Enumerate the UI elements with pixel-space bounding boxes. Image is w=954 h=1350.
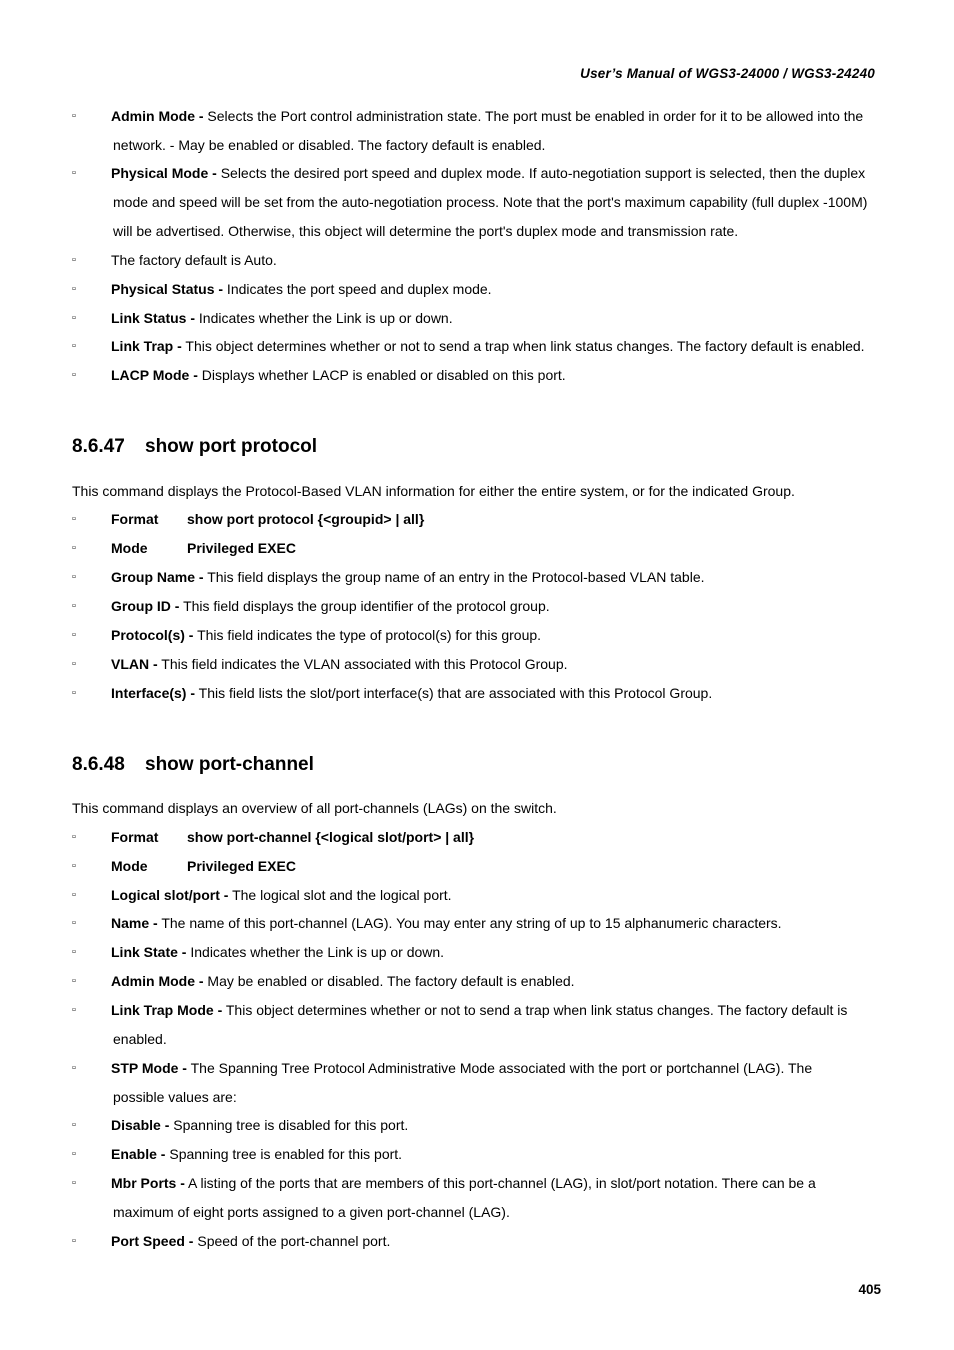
item-text: The factory default is Auto. [111,252,277,268]
item-text: This object determines whether or not to send a trap when link status changes. The factory default is [222,1002,848,1018]
item-text: Indicates whether the Link is up or down. [186,944,445,960]
mode-value: Privileged EXEC [187,540,296,556]
item-text: Indicates whether the Link is up or down. [195,310,453,326]
bullet-icon: ▫ [72,1062,76,1074]
section-heading [72,754,314,776]
item-label: STP Mode - [111,1060,187,1076]
item-label: Protocol(s) - [111,627,194,643]
item-label: Enable - [111,1146,166,1162]
page-header: User’s Manual of WGS3-24000 / WGS3-24240 [580,66,875,81]
item-label: Interface(s) - [111,685,196,701]
item-label: Group Name - [111,569,204,585]
bullet-icon: ▫ [72,254,76,266]
item-label: LACP Mode - [111,367,198,383]
bullet-icon: ▫ [72,312,76,324]
bullet-icon: ▫ [72,658,76,670]
section-number: 8.6.48 [72,754,125,775]
item-text: The Spanning Tree Protocol Administrative Mode associated with the port or portchannel (LAG). The [186,1060,813,1076]
item-label: Name - [111,915,158,931]
item-text: This field lists the slot/port interface(s) that are associated with this Protocol Group. [195,685,713,701]
bullet-icon: ▫ [72,889,76,901]
item-text: This field indicates the VLAN associated with this Protocol Group. [157,656,568,672]
item-label: Admin Mode - [111,108,204,124]
section-number: 8.6.47 [72,436,125,457]
bullet-icon: ▫ [72,340,76,352]
item-label: Link State - [111,944,187,960]
item-text: Spanning tree is disabled for this port. [169,1117,409,1133]
item-text: A listing of the ports that are members of this port-channel (LAG), in slot/port notation. There can be a [184,1175,816,1191]
format-value: show port-channel {<logical slot/port> | all} [187,829,475,845]
bullet-icon: ▫ [72,167,76,179]
item-label: Admin Mode - [111,973,204,989]
item-text: Speed of the port-channel port. [193,1233,391,1249]
item-text-cont: enabled. [113,1031,167,1047]
section-heading [72,436,317,458]
bullet-icon: ▫ [72,513,76,525]
item-text: The name of this port-channel (LAG). You may enter any string of up to 15 alphanumeric characters. [157,915,782,931]
bullet-icon: ▫ [72,1235,76,1247]
section-title: show port-channel [145,754,314,775]
bullet-icon: ▫ [72,600,76,612]
bullet-icon: ▫ [72,1148,76,1160]
item-text: This object determines whether or not to send a trap when link status changes. The factory default is enabled. [181,338,865,354]
item-text: Spanning tree is enabled for this port. [165,1146,403,1162]
mode-value: Privileged EXEC [187,858,296,874]
bullet-icon: ▫ [72,1177,76,1189]
format-label: Format [111,511,159,527]
item-text-cont: mode and speed will be set from the auto-negotiation process. Note that the port's maximum capability (full duplex -100M) [113,194,868,210]
item-text: This field indicates the type of protocol(s) for this group. [193,627,542,643]
item-text-cont: will be advertised. Otherwise, this object will determine the port's duplex mode and transmission rate. [113,223,739,239]
bullet-icon: ▫ [72,283,76,295]
mode-label: Mode [111,540,148,556]
item-text-cont: possible values are: [113,1089,237,1105]
bullet-icon: ▫ [72,1004,76,1016]
format-label: Format [111,829,159,845]
item-text: Selects the Port control administration state. The port must be enabled in order for it to be allowed into the [203,108,864,124]
bullet-icon: ▫ [72,831,76,843]
mode-label: Mode [111,858,148,874]
bullet-icon: ▫ [72,110,76,122]
item-text: The logical slot and the logical port. [228,887,452,903]
bullet-icon: ▫ [72,975,76,987]
item-label: Link Trap - [111,338,182,354]
bullet-icon: ▫ [72,946,76,958]
item-label: Link Status - [111,310,196,326]
page-number: 405 [858,1282,881,1297]
item-text: Selects the desired port speed and duplex mode. If auto-negotiation support is selected, then the duplex [216,165,866,181]
bullet-icon: ▫ [72,629,76,641]
item-text: Indicates the port speed and duplex mode. [223,281,492,297]
bullet-icon: ▫ [72,542,76,554]
item-label: Port Speed - [111,1233,194,1249]
item-text-cont: maximum of eight ports assigned to a given port-channel (LAG). [113,1204,510,1220]
item-text-cont: network. - May be enabled or disabled. The factory default is enabled. [113,137,546,153]
bullet-icon: ▫ [72,917,76,929]
bullet-icon: ▫ [72,369,76,381]
item-label: Mbr Ports - [111,1175,185,1191]
bullet-icon: ▫ [72,687,76,699]
item-label: Link Trap Mode - [111,1002,223,1018]
bullet-icon: ▫ [72,1119,76,1131]
item-label: Disable - [111,1117,170,1133]
item-label: Physical Mode - [111,165,217,181]
section-intro: This command displays an overview of all port-channels (LAGs) on the switch. [72,800,557,816]
format-value: show port protocol {<groupid> | all} [187,511,425,527]
bullet-icon: ▫ [72,571,76,583]
item-label: Logical slot/port - [111,887,229,903]
item-text: May be enabled or disabled. The factory default is enabled. [203,973,575,989]
item-label: Physical Status - [111,281,224,297]
item-label: Group ID - [111,598,180,614]
item-text: This field displays the group name of an entry in the Protocol-based VLAN table. [203,569,705,585]
section-title: show port protocol [145,436,318,457]
item-text: Displays whether LACP is enabled or disabled on this port. [197,367,566,383]
section-intro: This command displays the Protocol-Based VLAN information for either the entire system, or for the indicated Group. [72,483,795,499]
item-text: This field displays the group identifier of the protocol group. [179,598,550,614]
item-label: VLAN - [111,656,158,672]
bullet-icon: ▫ [72,860,76,872]
